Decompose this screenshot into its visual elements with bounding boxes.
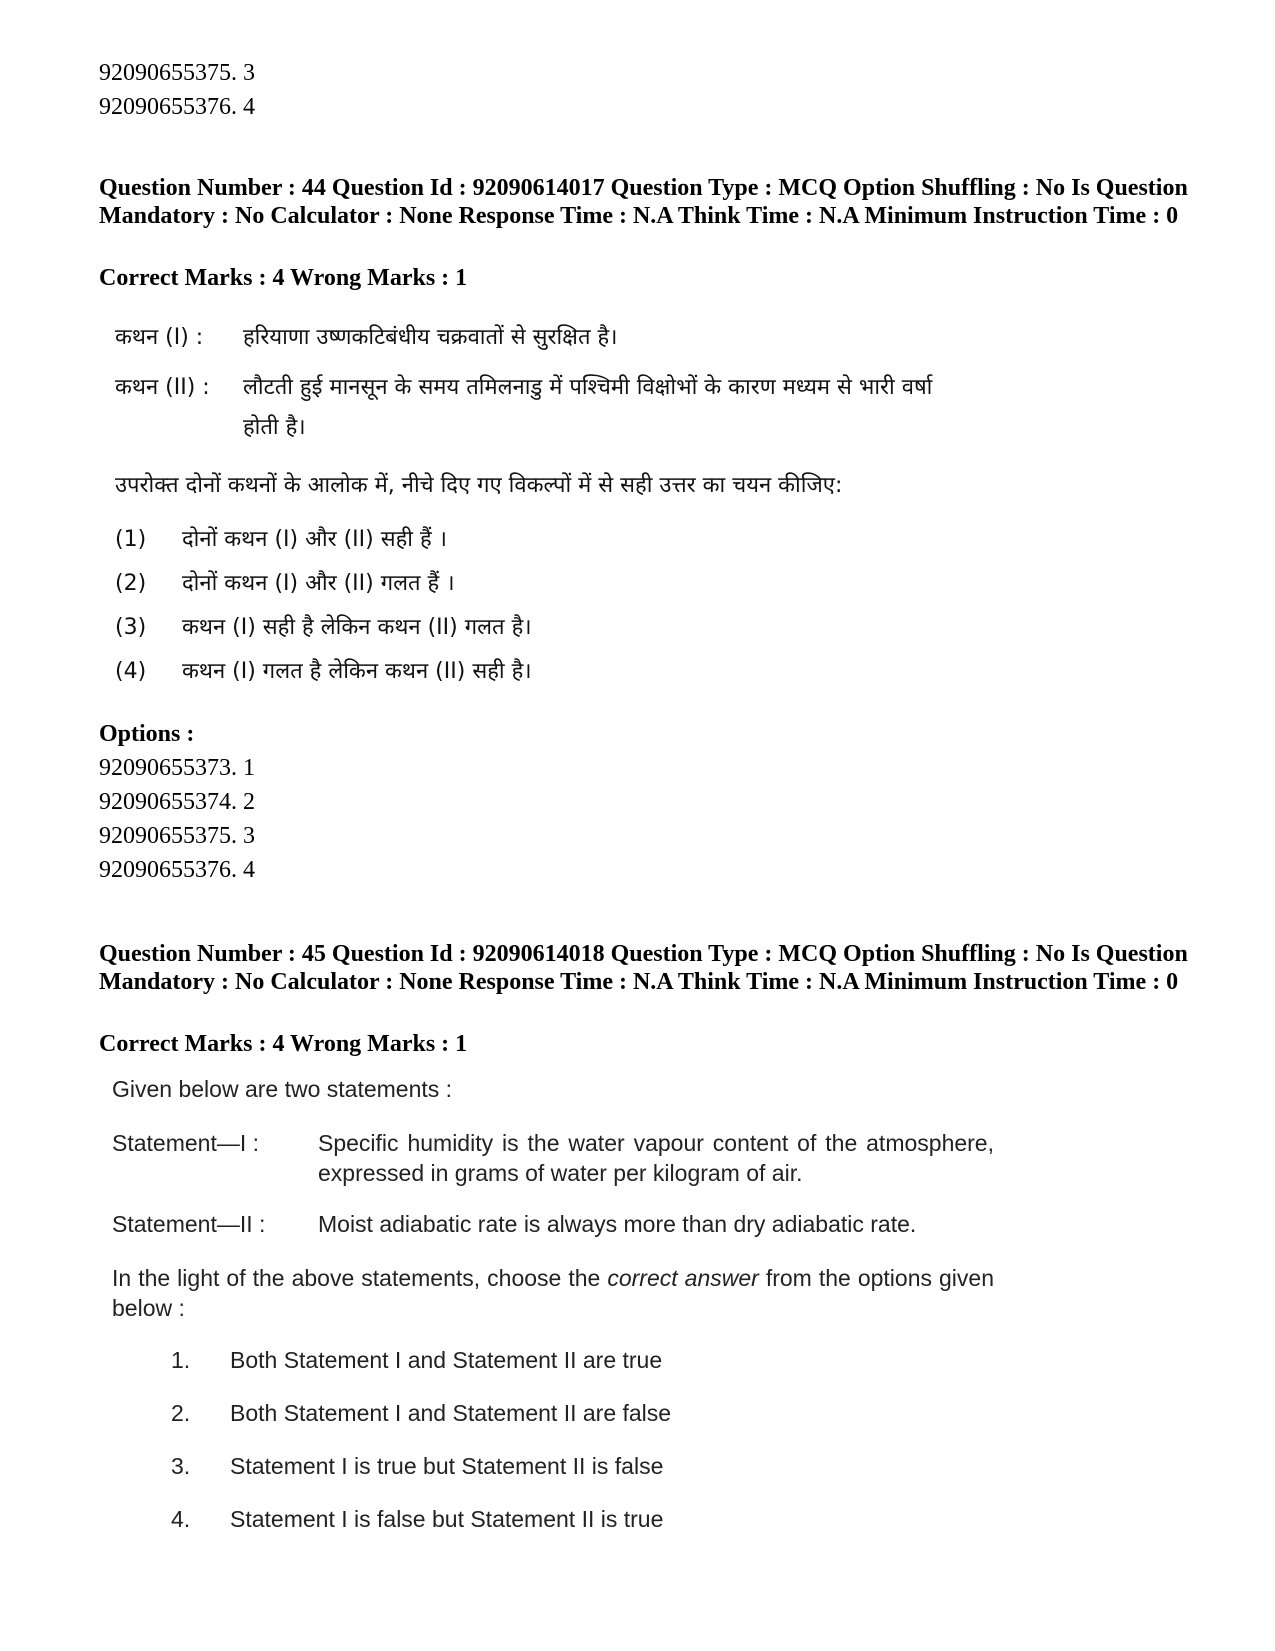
q44-statement-2-text: लौटती हुई मानसून के समय तमिलनाडु में पश्चिमी विक्षोभों के कारण मध्यम से भारी वर्षा	[243, 375, 933, 400]
q45-choice-number: 4.	[171, 1506, 191, 1532]
q45-intro: Given below are two statements :	[112, 1076, 453, 1102]
option-line: 92090655376. 4	[99, 94, 255, 120]
q45-choice-text: Both Statement I and Statement II are true	[230, 1347, 663, 1373]
q45-choice-text: Statement I is true but Statement II is false	[230, 1453, 664, 1479]
q45-statement-2-text: Moist adiabatic rate is always more than dry adiabatic rate.	[318, 1211, 917, 1237]
q45-instruction-emphasis: correct answer	[607, 1265, 759, 1291]
q45-instruction-start: In the light of the above statements, choose the	[112, 1265, 608, 1291]
q45-choice-number: 3.	[171, 1453, 191, 1479]
q45-statement-1-label: Statement—I :	[112, 1130, 260, 1156]
q44-choice-text: कथन (I) गलत है लेकिन कथन (II) सही है।	[182, 659, 532, 684]
q45-choice-text: Both Statement I and Statement II are false	[230, 1400, 672, 1426]
q44-choice-number: (3)	[115, 615, 147, 640]
q44-statement-2-label: कथन (II) :	[115, 375, 210, 400]
q44-choice-number: (2)	[115, 571, 147, 596]
q45-choice-number: 1.	[171, 1347, 191, 1373]
q44-choice-text: दोनों कथन (I) और (II) सही हैं ।	[182, 527, 447, 552]
q44-choice-text: कथन (I) सही है लेकिन कथन (II) गलत है।	[182, 615, 532, 640]
q45-choice-number: 2.	[171, 1400, 191, 1426]
q44-statement-1-text: हरियाणा उष्णकटिबंधीय चक्रवातों से सुरक्षित है।	[243, 325, 618, 350]
option-line: 92090655375. 3	[99, 823, 255, 849]
q45-instruction-end: from the options given below :	[112, 1265, 994, 1321]
option-line: 92090655373. 1	[99, 755, 255, 781]
option-line: 92090655374. 2	[99, 789, 255, 815]
q44-options-heading: Options :	[99, 721, 195, 747]
question-45-marks: Correct Marks : 4 Wrong Marks : 1	[99, 1031, 468, 1057]
option-line: 92090655376. 4	[99, 857, 255, 883]
q44-choice-number: (4)	[115, 659, 147, 684]
q45-choice-text: Statement I is false but Statement II is true	[230, 1506, 664, 1532]
q45-statement-1-text: Specific humidity is the water vapour content of the atmosphere, expressed in grams of water per kilogram of air.	[318, 1130, 994, 1186]
option-line: 92090655375. 3	[99, 60, 255, 86]
q45-instruction	[112, 1263, 994, 1323]
q44-statement-2-text-continued: होती है।	[243, 415, 306, 440]
q45-statement-2-label: Statement—II :	[112, 1211, 266, 1237]
question-44-meta: Question Number : 44 Question Id : 92090614017 Question Type : MCQ Option Shuffling : No Is Question Mandatory : No Calculator : None Response Time : N.A Think Time : N.A Minimum Instruction Time : 0	[99, 175, 1188, 229]
question-44-marks: Correct Marks : 4 Wrong Marks : 1	[99, 265, 468, 291]
q44-choice-number: (1)	[115, 527, 147, 552]
question-45-meta: Question Number : 45 Question Id : 92090614018 Question Type : MCQ Option Shuffling : No Is Question Mandatory : No Calculator : None Response Time : N.A Think Time : N.A Minimum Instruction Time : 0	[99, 941, 1188, 995]
q44-instruction: उपरोक्त दोनों कथनों के आलोक में, नीचे दिए गए विकल्पों में से सही उत्तर का चयन कीजिए:	[115, 473, 843, 498]
q44-choice-text: दोनों कथन (I) और (II) गलत हैं ।	[182, 571, 455, 596]
q44-statement-1-label: कथन (I) :	[115, 325, 204, 350]
